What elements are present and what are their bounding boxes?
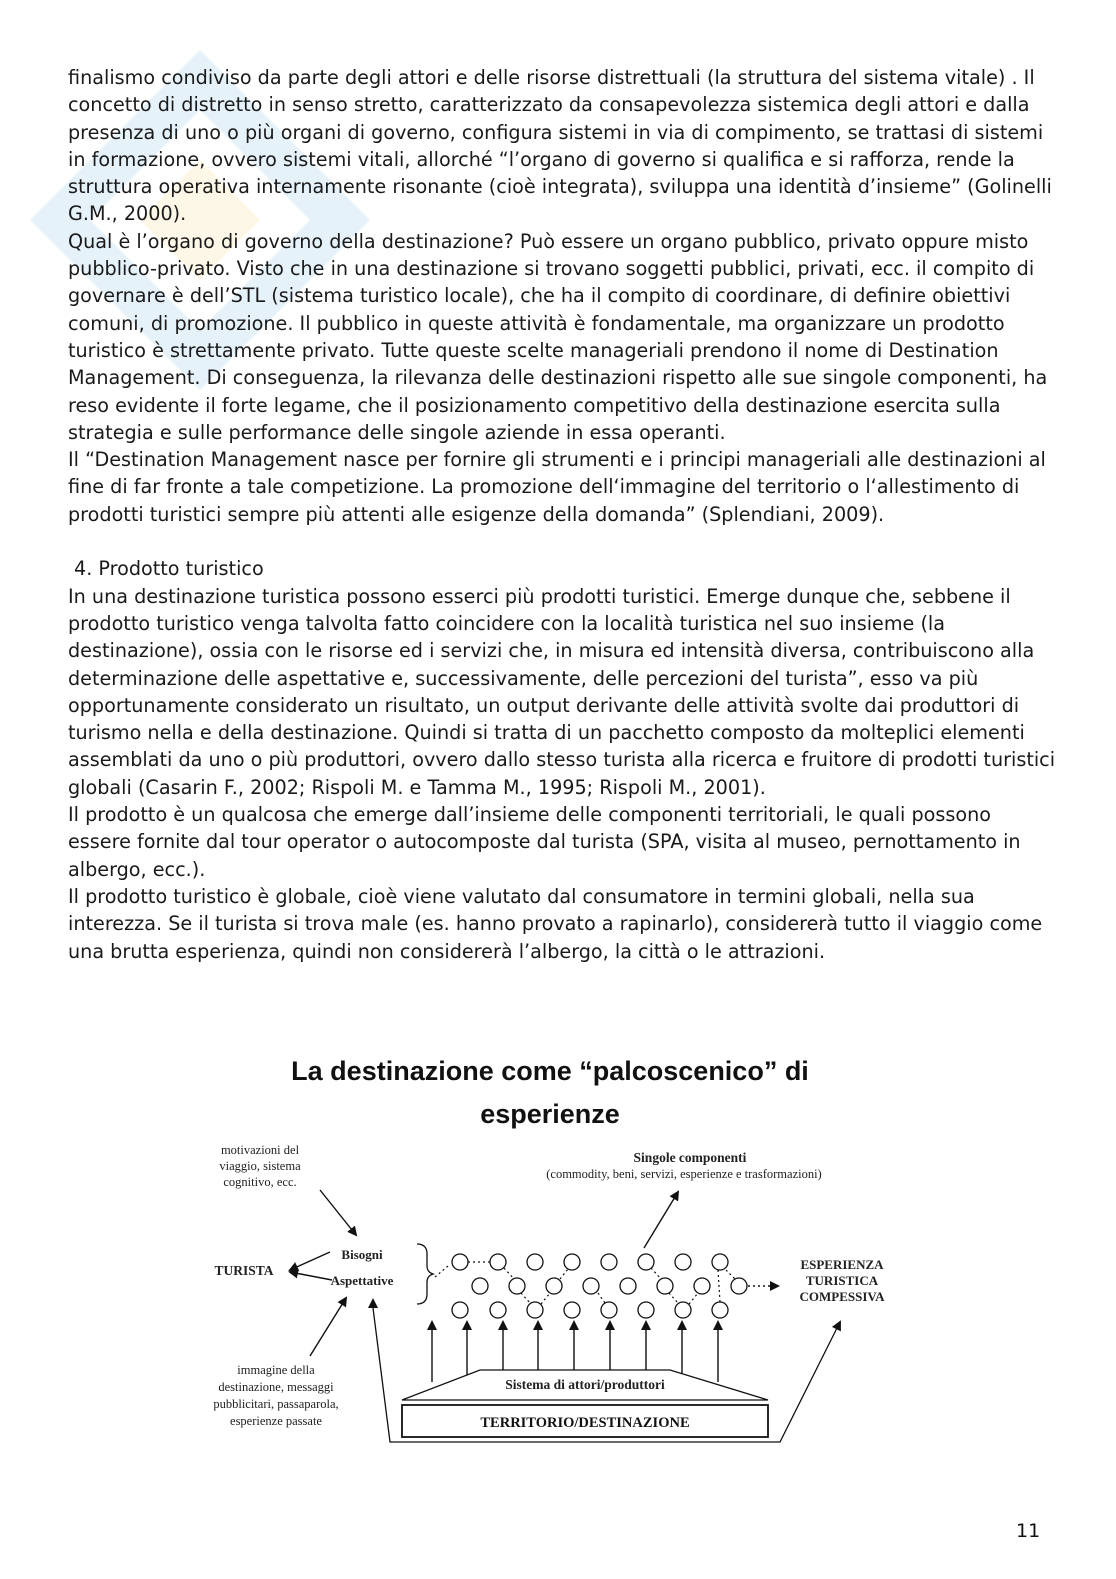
paragraph-3: Il “Destination Management nasce per fornire gli strumenti e i principi manageriali alle destinazioni al fine di far fronte a tale competizione. La promozione dell‘immagine del territorio o l‘allestimento di prodotti turistici sempre più attenti alle esigenze della domanda” (Splendiani, 2009).: [68, 448, 1046, 526]
immagine-line-3: pubblicitari, passaparola,: [213, 1397, 339, 1411]
circle-r1-4: [564, 1254, 580, 1270]
immagine-line-2: destinazione, messaggi: [218, 1380, 334, 1394]
arrow-motivazioni: [320, 1190, 356, 1235]
singole-title: Singole componenti: [633, 1150, 747, 1165]
circle-r1-2: [490, 1254, 506, 1270]
circle-r2-7: [694, 1278, 710, 1294]
paragraph-2: Qual è l’organo di governo della destinazione? Può essere un organo pubblico, privato oppure misto pubblico-privato. Visto che in una destinazione si trovano soggetti pubblici, privati, ecc. il compito di governare è dell’STL (sistema turistico locale), che ha il compito di coordinare, di definire obiettivi comuni, di promozione. Il pubblico in queste attività è fondamentale, ma organizzare un prodotto turistico è strettamente privato. Tutte queste scelte manageriali prendono il nome di Destination Management. Di conseguenza, la rilevanza delle destinazioni rispetto alle sue singole componenti, ha reso evidente il forte legame, che il posizionamento competitivo della destinazione esercita sulla strategia e sulle performance delle singole aziende in essa operanti.: [68, 229, 1048, 444]
motivazioni-label: [219, 1143, 301, 1189]
bisogni-label: Bisogni: [341, 1247, 383, 1262]
immagine-label: [213, 1363, 338, 1428]
circle-r2-1: [472, 1278, 488, 1294]
motivazioni-line-2: viaggio, sistema: [219, 1159, 301, 1173]
diagram-figure: [180, 1050, 940, 1470]
circle-r2-3: [546, 1278, 562, 1294]
figure-title-line-1: La destinazione come “palcoscenico” di: [291, 1056, 809, 1086]
arrow-immagine: [310, 1298, 346, 1356]
dotted-path-2: [504, 1268, 514, 1279]
singole-componenti-label: [546, 1150, 821, 1181]
diagram-svg: [180, 1050, 940, 1470]
circle-r3-8: [712, 1302, 728, 1318]
circle-r3-1: [452, 1302, 468, 1318]
circle-r3-2: [490, 1302, 506, 1318]
esperienza-line-2: TURISTICA: [805, 1273, 879, 1288]
dotted-path-10: [718, 1270, 720, 1302]
circle-r3-7: [675, 1302, 691, 1318]
aspettative-label: Aspettative: [330, 1273, 394, 1288]
immagine-line-1: immagine della: [237, 1363, 315, 1377]
dotted-path-9: [689, 1293, 698, 1304]
section-paragraph-2: Il prodotto è un qualcosa che emerge dall’insieme delle componenti territoriali, le quali possono essere fornite dal tour operator o autocomposte dal turista (SPA, visita al museo, pernottamento in albergo, ecc.).: [68, 803, 1021, 881]
section-paragraph-1: In una destinazione turistica possono esserci più prodotti turistici. Emerge dunque che, sebbene il prodotto turistico venga talvolta fatto coincidere con la località turistica nel suo insieme (la destinazione), ossia con le risorse ed i servizi che, in misura ed intensità diversa, contribuiscono alla determinazione delle aspettative e, successivamente, delle percezioni del turista”, esso va più opportunamente considerato un risultato, un output derivante delle attività svolte dai produttori di turismo nella e della destinazione. Quindi si tratta di un pacchetto composto da molteplici elementi assemblati da uno o più produttori, ovvero dallo stesso turista alla ricerca e fruitore di prodotti turistici globali (Casarin F., 2002; Rispoli M. e Tamma M., 1995; Rispoli M., 2001).: [68, 584, 1056, 799]
dotted-path-11: [726, 1270, 735, 1279]
circle-r1-1: [452, 1254, 468, 1270]
component-circles: [452, 1254, 747, 1318]
circle-r1-7: [675, 1254, 691, 1270]
circle-r1-3: [527, 1254, 543, 1270]
arrow-to-turista-bottom: [290, 1272, 332, 1280]
circle-r1-5: [601, 1254, 617, 1270]
dotted-path-7: [651, 1268, 661, 1279]
circle-r3-4: [564, 1302, 580, 1318]
motivazioni-line-3: cognitivo, ecc.: [223, 1175, 297, 1189]
esperienza-line-3: COMPESSIVA: [799, 1289, 885, 1304]
circle-r2-6: [657, 1278, 673, 1294]
circle-r2-4: [583, 1278, 599, 1294]
dotted-link-brace: [435, 1266, 448, 1277]
dotted-path-5: [560, 1269, 568, 1279]
paragraph-1: finalismo condiviso da parte degli attori e delle risorse distrettuali (la struttura del sistema vitale) . Il concetto di distretto in senso stretto, caratterizzato da consapevolezza sistemica degli attori e dalla presenza di uno o più organi di governo, configura sistemi in via di compimento, se trattasi di sistemi in formazione, ovvero sistemi vitali, allorché “l’organo di governo si qualifica e si rafforza, rende la struttura operativa internamente risonante (cioè integrata), sviluppa una identità d’insieme” (Golinelli G.M., 2000).: [68, 66, 1052, 226]
territorio-label: TERRITORIO/DESTINAZIONE: [480, 1415, 690, 1431]
circle-r3-3: [527, 1302, 543, 1318]
page-number: 11: [1016, 1520, 1041, 1542]
blank-line: [68, 528, 1058, 555]
body-text: [68, 64, 1058, 965]
circle-r2-8: [731, 1278, 747, 1294]
circle-r1-8: [712, 1254, 728, 1270]
figure-title-line-2: esperienze: [480, 1099, 620, 1129]
dotted-path-8: [669, 1293, 678, 1303]
circle-r3-6: [638, 1302, 654, 1318]
dotted-path-6: [598, 1293, 605, 1303]
section-paragraph-3: Il prodotto turistico è globale, cioè viene valutato dal consumatore in termini globali, nella sua interezza. Se il turista si trova male (es. hanno provato a rapinarlo), considererà tutto il viaggio come una brutta esperienza, quindi non considererà l’albergo, la città o le attrazioni.: [68, 884, 1043, 963]
circle-r1-6: [638, 1254, 654, 1270]
dotted-path-4: [541, 1293, 550, 1304]
section-heading: 4. Prodotto turistico: [74, 557, 264, 581]
esperienza-label: [799, 1257, 885, 1304]
motivazioni-line-1: motivazioni del: [220, 1143, 300, 1157]
esperienza-line-1: ESPERIENZA: [800, 1257, 884, 1272]
singole-subtitle: (commodity, beni, servizi, esperienze e trasformazioni): [546, 1167, 822, 1181]
dotted-path-3: [521, 1293, 530, 1303]
sistema-label: Sistema di attori/produttori: [505, 1377, 665, 1392]
arrow-to-turista-top: [290, 1252, 330, 1270]
arrow-to-singole: [644, 1192, 678, 1248]
brace: [417, 1244, 433, 1304]
circle-r2-5: [620, 1278, 636, 1294]
circle-r3-5: [601, 1302, 617, 1318]
turista-label: TURISTA: [214, 1263, 274, 1278]
circle-r2-2: [509, 1278, 525, 1294]
immagine-line-4: esperienze passate: [230, 1414, 322, 1428]
